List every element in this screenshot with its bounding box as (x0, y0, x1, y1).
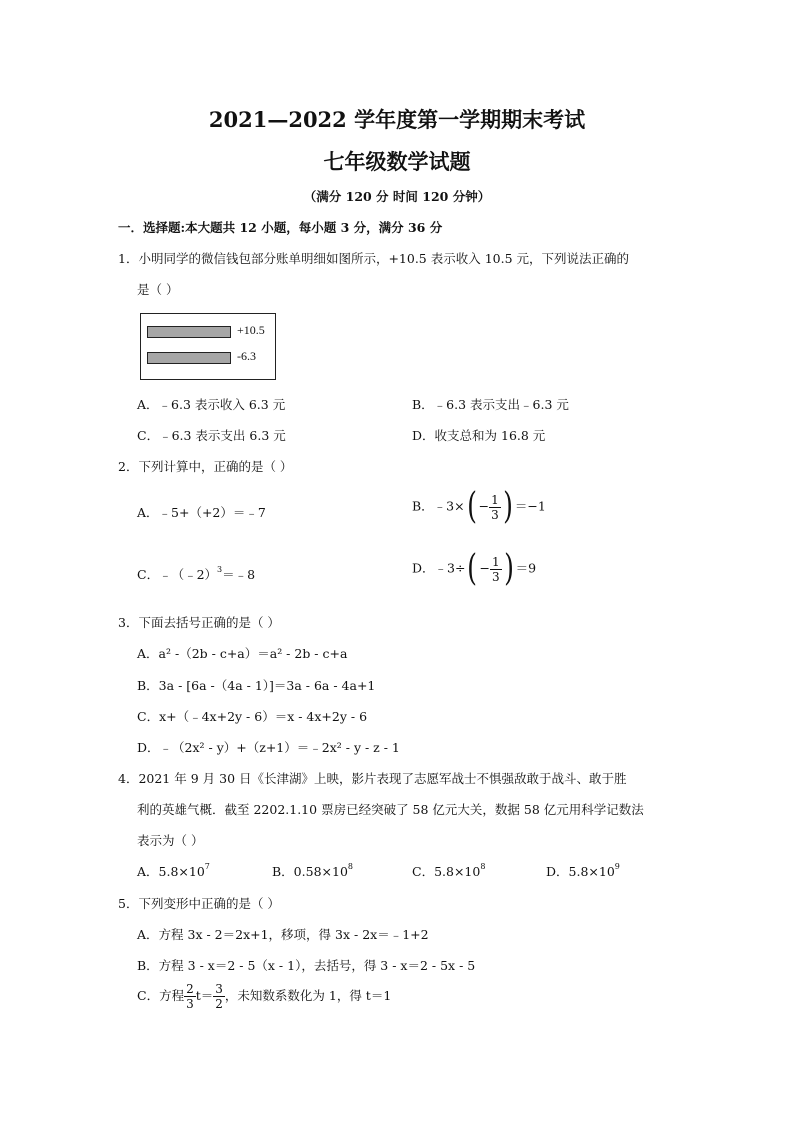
q2-b-sign: − (478, 498, 490, 514)
fraction-one-third: $\frac{1}{3}$ (491, 554, 500, 584)
q3-option-d: D．﹣（2x² - y）+（z+1）＝﹣2x² - y - z - 1 (137, 740, 400, 755)
q4-option-b: B．$0.58\times 10^8$ (272, 862, 353, 879)
q1-option-b: B．﹣6.3 表示支出﹣6.3 元 (412, 397, 569, 412)
paren-right: ) (502, 486, 513, 527)
q4-stem-line1: 4．2021 年 9 月 30 日《长津湖》上映，影片表现了志愿军战士不惧强敌敢于战斗、敢于胜 (118, 771, 627, 786)
paren-left: ( (467, 548, 478, 589)
q1-option-a: A．﹣6.3 表示收入 6.3 元 (137, 397, 286, 412)
exam-title: 2021—2022 学年度第一学期期末考试 (208, 107, 586, 132)
q5-stem: 5．下列变形中正确的是（ ） (118, 896, 280, 911)
paren-left: ( (466, 486, 477, 527)
q2-b-result: ＝−1 (514, 498, 546, 514)
q2-d-prefix: D．﹣3÷ (412, 560, 466, 576)
q2-option-c: C．﹣（﹣2）$^3$＝﹣8 (137, 565, 256, 582)
q3-option-a: A．a² -（2b - c+a）＝a² - 2b - c+a (137, 646, 348, 661)
wallet-ledger-figure (140, 313, 276, 380)
exponent: 9 (614, 862, 620, 871)
fraction-one-third: $\frac{1}{3}$ (491, 492, 499, 522)
ledger-amount-expense: -6.3 (237, 349, 256, 363)
exponent: 8 (480, 862, 486, 871)
ledger-amount-income: +10.5 (237, 323, 265, 337)
q1-option-d: D．收支总和为 16.8 元 (412, 428, 546, 443)
q2-d-result: ＝9 (515, 560, 537, 576)
q1-stem-line1: 1．小明同学的微信钱包部分账单明细如图所示，+10.5 表示收入 10.5 元，下列说法正确的 (118, 251, 630, 266)
q4-option-a: A．$5.8\times 10^7$ (137, 862, 210, 879)
q2-option-d (412, 548, 537, 589)
q3-option-b: B．3a - [6a -（4a - 1）]＝3a - 6a - 4a+1 (137, 678, 376, 693)
exam-subtitle: 七年级数学试题 (323, 149, 471, 174)
section-heading: 一．选择题:本大题共 12 小题，每小题 3 分，满分 36 分 (118, 220, 443, 235)
q2-c-exponent: 3 (217, 565, 223, 574)
fraction-three-halves: $\frac{3}{2}$ (215, 982, 223, 1011)
q1-stem-line2: 是（ ） (137, 282, 179, 297)
exam-meta: （满分 120 分 时间 120 分钟） (303, 189, 491, 204)
q2-option-b (412, 486, 546, 527)
fraction-two-thirds: $\frac{2}{3}$ (186, 982, 194, 1011)
q3-option-c: C．x+（﹣4x+2y - 6）＝x - 4x+2y - 6 (137, 709, 368, 724)
q2-stem: 2．下列计算中，正确的是（ ） (118, 459, 293, 474)
ledger-bar-expense (147, 352, 231, 364)
paren-right: ) (503, 548, 514, 589)
q2-b-prefix: B．﹣3× (412, 498, 465, 514)
exponent: 8 (347, 862, 353, 871)
q4-option-c: C．$5.8\times 10^8$ (412, 862, 486, 879)
q3-stem: 3．下面去括号正确的是（ ） (118, 615, 280, 630)
exponent: 7 (204, 862, 210, 871)
q5-option-b: B．方程 3 - x＝2 - 5（x - 1），去括号，得 3 - x＝2 - 5x - 5 (137, 958, 476, 973)
q4-stem-line3: 表示为（ ） (137, 833, 204, 848)
ledger-bar-income (147, 326, 231, 338)
q2-option-a: A．﹣5+（+2）＝﹣7 (137, 505, 266, 520)
q4-option-d: D．$5.8\times 10^9$ (546, 862, 620, 879)
q2-d-sign: − (479, 560, 490, 576)
q4-stem-line2: 利的英雄气概．截至 2202.1.10 票房已经突破了 58 亿元大关，数据 58 亿元用科学记数法 (137, 802, 644, 817)
q1-option-c: C．﹣6.3 表示支出 6.3 元 (137, 428, 286, 443)
q5-option-a: A．方程 3x - 2＝2x+1，移项，得 3x - 2x＝﹣1+2 (137, 927, 429, 942)
q5-option-c: C．方程 $\frac{2}{3}$ t＝ $\frac{3}{2}$ ，未知数系数化为 1，得 t＝1 (137, 982, 392, 1011)
